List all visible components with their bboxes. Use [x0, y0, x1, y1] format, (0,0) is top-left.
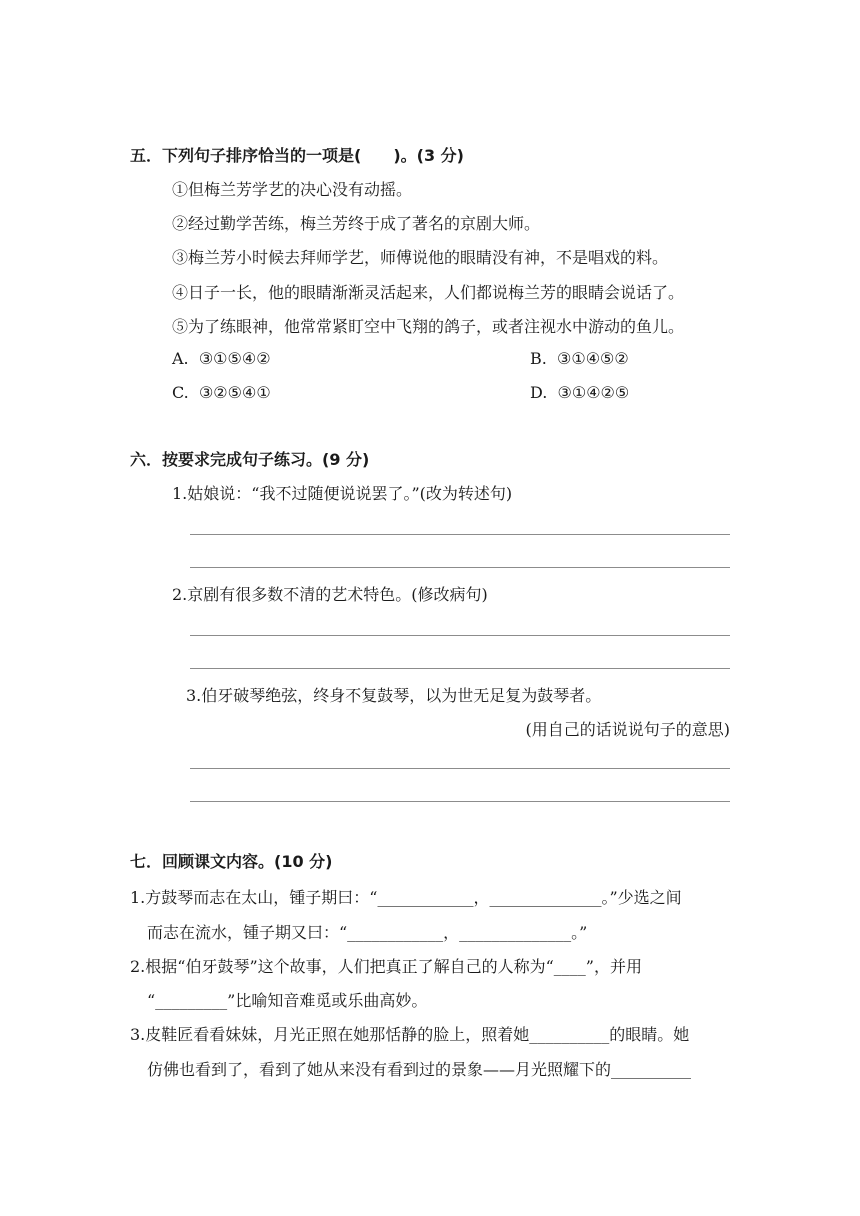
sentence-4: ④日子一长，他的眼睛渐渐灵活起来，人们都说梅兰芳的眼睛会说话了。: [172, 283, 685, 302]
option-b-label: B.: [530, 349, 547, 368]
sentence-1: ①但梅兰芳学艺的决心没有动摇。: [172, 180, 413, 199]
question-6-2: 2.京剧有很多数不清的艺术特色。(修改病句): [172, 585, 488, 604]
question-6-3: 3.伯牙破琴绝弦，终身不复鼓琴，以为世无足复为鼓琴者。: [186, 686, 602, 705]
question-6-1: 1.姑娘说：“我不过随便说说罢了。”(改为转述句): [172, 484, 513, 503]
option-c-label: C.: [172, 383, 189, 402]
question-6-3-note: (用自己的话说说句子的意思): [525, 720, 730, 739]
option-a-text: ③①⑤④②: [198, 349, 271, 368]
option-c[interactable]: [172, 383, 271, 403]
question-7-3-line-2: 仿佛也看到了，看到了她从来没有看到过的景象——月光照耀下的__________: [147, 1060, 692, 1079]
sentence-5: ⑤为了练眼神，他常常紧盯空中飞翔的鸽子，或者注视水中游动的鱼儿。: [172, 317, 685, 336]
answer-line[interactable]: [190, 635, 730, 636]
question-7-3-line-1: 3.皮鞋匠看看妹妹，月光正照在她那恬静的脸上，照着她__________的眼睛。她: [130, 1025, 690, 1044]
answer-line[interactable]: [190, 534, 730, 535]
answer-line[interactable]: [190, 668, 730, 669]
question-7-2-line-2: “_________”比喻知音难觅或乐曲高妙。: [147, 991, 428, 1010]
question-7-1-line-1: 1.方鼓琴而志在太山，锺子期曰：“____________，______________。”少选之间: [130, 888, 682, 907]
option-d[interactable]: [530, 383, 629, 403]
section-7-title: 七．回顾课文内容。(10 分): [130, 852, 333, 871]
answer-line[interactable]: [190, 768, 730, 769]
option-a[interactable]: [172, 349, 271, 369]
option-c-text: ③②⑤④①: [198, 383, 271, 402]
answer-line[interactable]: [190, 567, 730, 568]
section-6-title: 六．按要求完成句子练习。(9 分): [130, 450, 370, 469]
option-b-text: ③①④⑤②: [557, 349, 629, 368]
question-7-1-line-2: 而志在流水，锺子期又曰：“____________，______________。”: [147, 923, 588, 942]
sentence-3: ③梅兰芳小时候去拜师学艺，师傅说他的眼睛没有神，不是唱戏的料。: [172, 248, 669, 267]
section-5-title: 五．下列句子排序恰当的一项是( )。(3 分): [130, 146, 464, 165]
sentence-2: ②经过勤学苦练，梅兰芳终于成了著名的京剧大师。: [172, 214, 541, 233]
option-d-label: D.: [530, 383, 548, 402]
option-d-text: ③①④②⑤: [557, 383, 630, 402]
answer-line[interactable]: [190, 801, 730, 802]
question-7-2-line-1: 2.根据“伯牙鼓琴”这个故事，人们把真正了解自己的人称为“____”，并用: [130, 957, 642, 976]
option-a-label: A.: [172, 349, 189, 368]
option-b[interactable]: [530, 349, 629, 369]
